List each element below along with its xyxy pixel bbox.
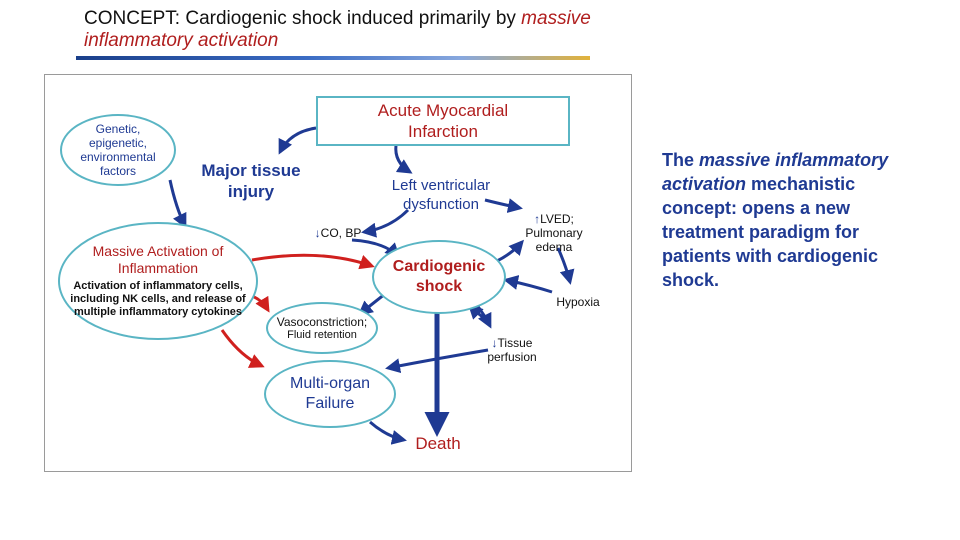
title-prefix: CONCEPT: Cardiogenic shock induced primarily by [84,8,522,29]
side-note-part-1: The [662,150,700,170]
death-label: Death [415,434,461,453]
lv-dysfunction-label: Left ventricular dysfunction [391,177,491,213]
node-genetic-factors [60,114,176,186]
arrow-activation-to-vasoconstriction [252,296,268,310]
lved-label [508,212,600,254]
node-massive-activation [58,222,258,340]
node-multi-organ-failure [264,360,396,428]
arrow-genetic-to-activation [170,180,185,226]
arrow-activation-to-multiorgan [222,330,262,366]
co-bp-label [298,226,378,240]
decrease-arrow-icon: ↓ [491,336,498,350]
activation-detail: Activation of inflammatory cells, including NK cells, and release of multiple inflammatory cytokines [70,280,246,318]
lved-text: LVED; Pulmonary edema [525,212,583,254]
arrow-ami-to-lv [396,145,410,172]
side-note-part-3: mechanistic concept: opens a new treatment paradigm for patients with cardiogenic shock. [662,174,879,290]
title-highlight: massive inflammatory activation [84,8,591,51]
genetic-label: Genetic, epigenetic, environmental factors [80,122,156,178]
node-cardiogenic-shock [372,240,506,314]
arrow-ami-to-major-injury [280,128,316,152]
side-note [662,148,902,292]
major-tissue-injury-label: Major tissue injury [201,161,301,201]
tissue-text: Tissue [497,336,533,350]
arrow-hypoxia-to-shock [506,280,552,292]
co-bp-text: CO, BP [320,226,362,240]
multi-organ-label: Multi-organ Failure [289,375,371,412]
fluid-retention-label: Fluid retention [287,328,357,341]
arrow-activation-to-shock [252,255,372,266]
activation-title: Massive Activation of Inflammation [92,243,224,276]
node-acute-myocardial-infarction [316,96,570,146]
tissue-perfusion-label [476,336,548,364]
perfusion-text: perfusion [487,350,537,364]
node-vasoconstriction [266,302,378,354]
cardiogenic-shock-label: Cardiogenic shock [392,258,486,295]
increase-arrow-icon: ↑ [534,212,541,226]
vasoconstriction-label: Vasoconstriction; [276,314,368,329]
side-note-part-2: massive inflammatory activation [662,150,889,194]
decrease-arrow-icon: ↓ [314,226,321,240]
hypoxia-label: Hypoxia [556,295,600,309]
ami-label: Acute Myocardial Infarction [377,101,509,141]
